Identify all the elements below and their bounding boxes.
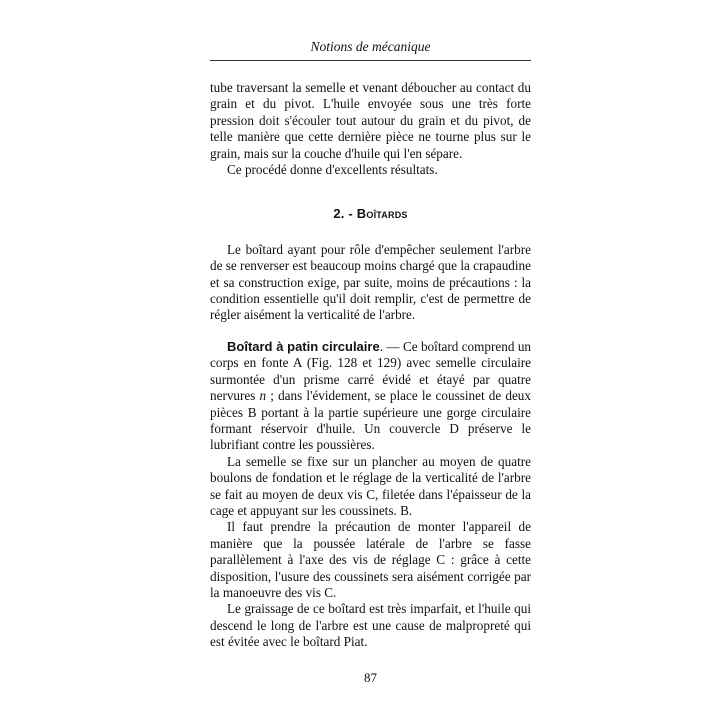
paragraph-semelle: La semelle se fixe sur un plancher au moyen de quatre boulons de fondation et le réglage de la verticalité de l'arbre se fait au moyen de deux vis C, filetée dans l'épaisseur de la cage et appuyant sur les coussinets. B.: [210, 453, 531, 518]
paragraph-boitard-text-a: Ce boîtard comprend un corps en fonte A (Fig. 128 et 129) avec semelle circulaire surmontée d'un prisme carré évidé et étayé par quatre nervures: [210, 338, 532, 404]
section-number: 2. -: [333, 206, 357, 222]
header-rule: [210, 60, 531, 61]
paragraph-boitard: [210, 339, 531, 454]
paragraph-intro: Le boîtard ayant pour rôle d'empêcher seulement l'arbre de se renverser est beaucoup moins chargé que la crapaudine et sa construction exige, par suite, moins de précautions : la condition essentielle qu'il doit remplir, c'est de permettre de régler aisément la verticalité de l'arbre.: [210, 241, 531, 323]
body-text: [210, 80, 531, 651]
variable-n: n: [259, 388, 267, 404]
paragraph-precaution: Il faut prendre la précaution de monter l'appareil de manière que la poussée latérale de l'arbre se fasse parallèlement à l'axe des vis de réglage C : grâce à cette disposition, l'usure des coussinets sera aisément corrigée par la manoeuvre des vis C.: [210, 519, 531, 600]
section-heading: [210, 206, 531, 222]
paragraph-result: Ce procédé donne d'excellents résultats.: [227, 162, 438, 178]
paragraph-graissage: Le graissage de ce boîtard est très imparfait, et l'huile qui descend le long de l'arbre est une cause de malpropreté qui est évitée avec le boîtard Piat.: [210, 601, 531, 650]
running-head: Notions de mécanique: [310, 39, 431, 54]
section-title: Boîtards: [356, 206, 408, 222]
paragraph-gap: [210, 324, 531, 339]
run-in-dash: . —: [379, 338, 403, 354]
run-in-heading: Boîtard à patin circulaire: [227, 338, 380, 354]
paragraph-boitard-text-b: ; dans l'évidement, se place le coussinet de deux pièces B portant à la partie supérieure une gorge circulaire formant réservoir d'huile. Un couvercle D préserve le lubrifiant contre les poussières.: [210, 388, 531, 453]
paragraph-continued: tube traversant la semelle et venant déboucher au contact du grain et du pivot. L'huile envoyée sous une très forte pression doit s'écouler tout autour du grain et du pivot, de telle manière que cette dernière pièce ne tourne plus sur le grain, mais sur la couche d'huile qui l'en sépare.: [210, 80, 531, 161]
page-number: 87: [364, 670, 377, 685]
